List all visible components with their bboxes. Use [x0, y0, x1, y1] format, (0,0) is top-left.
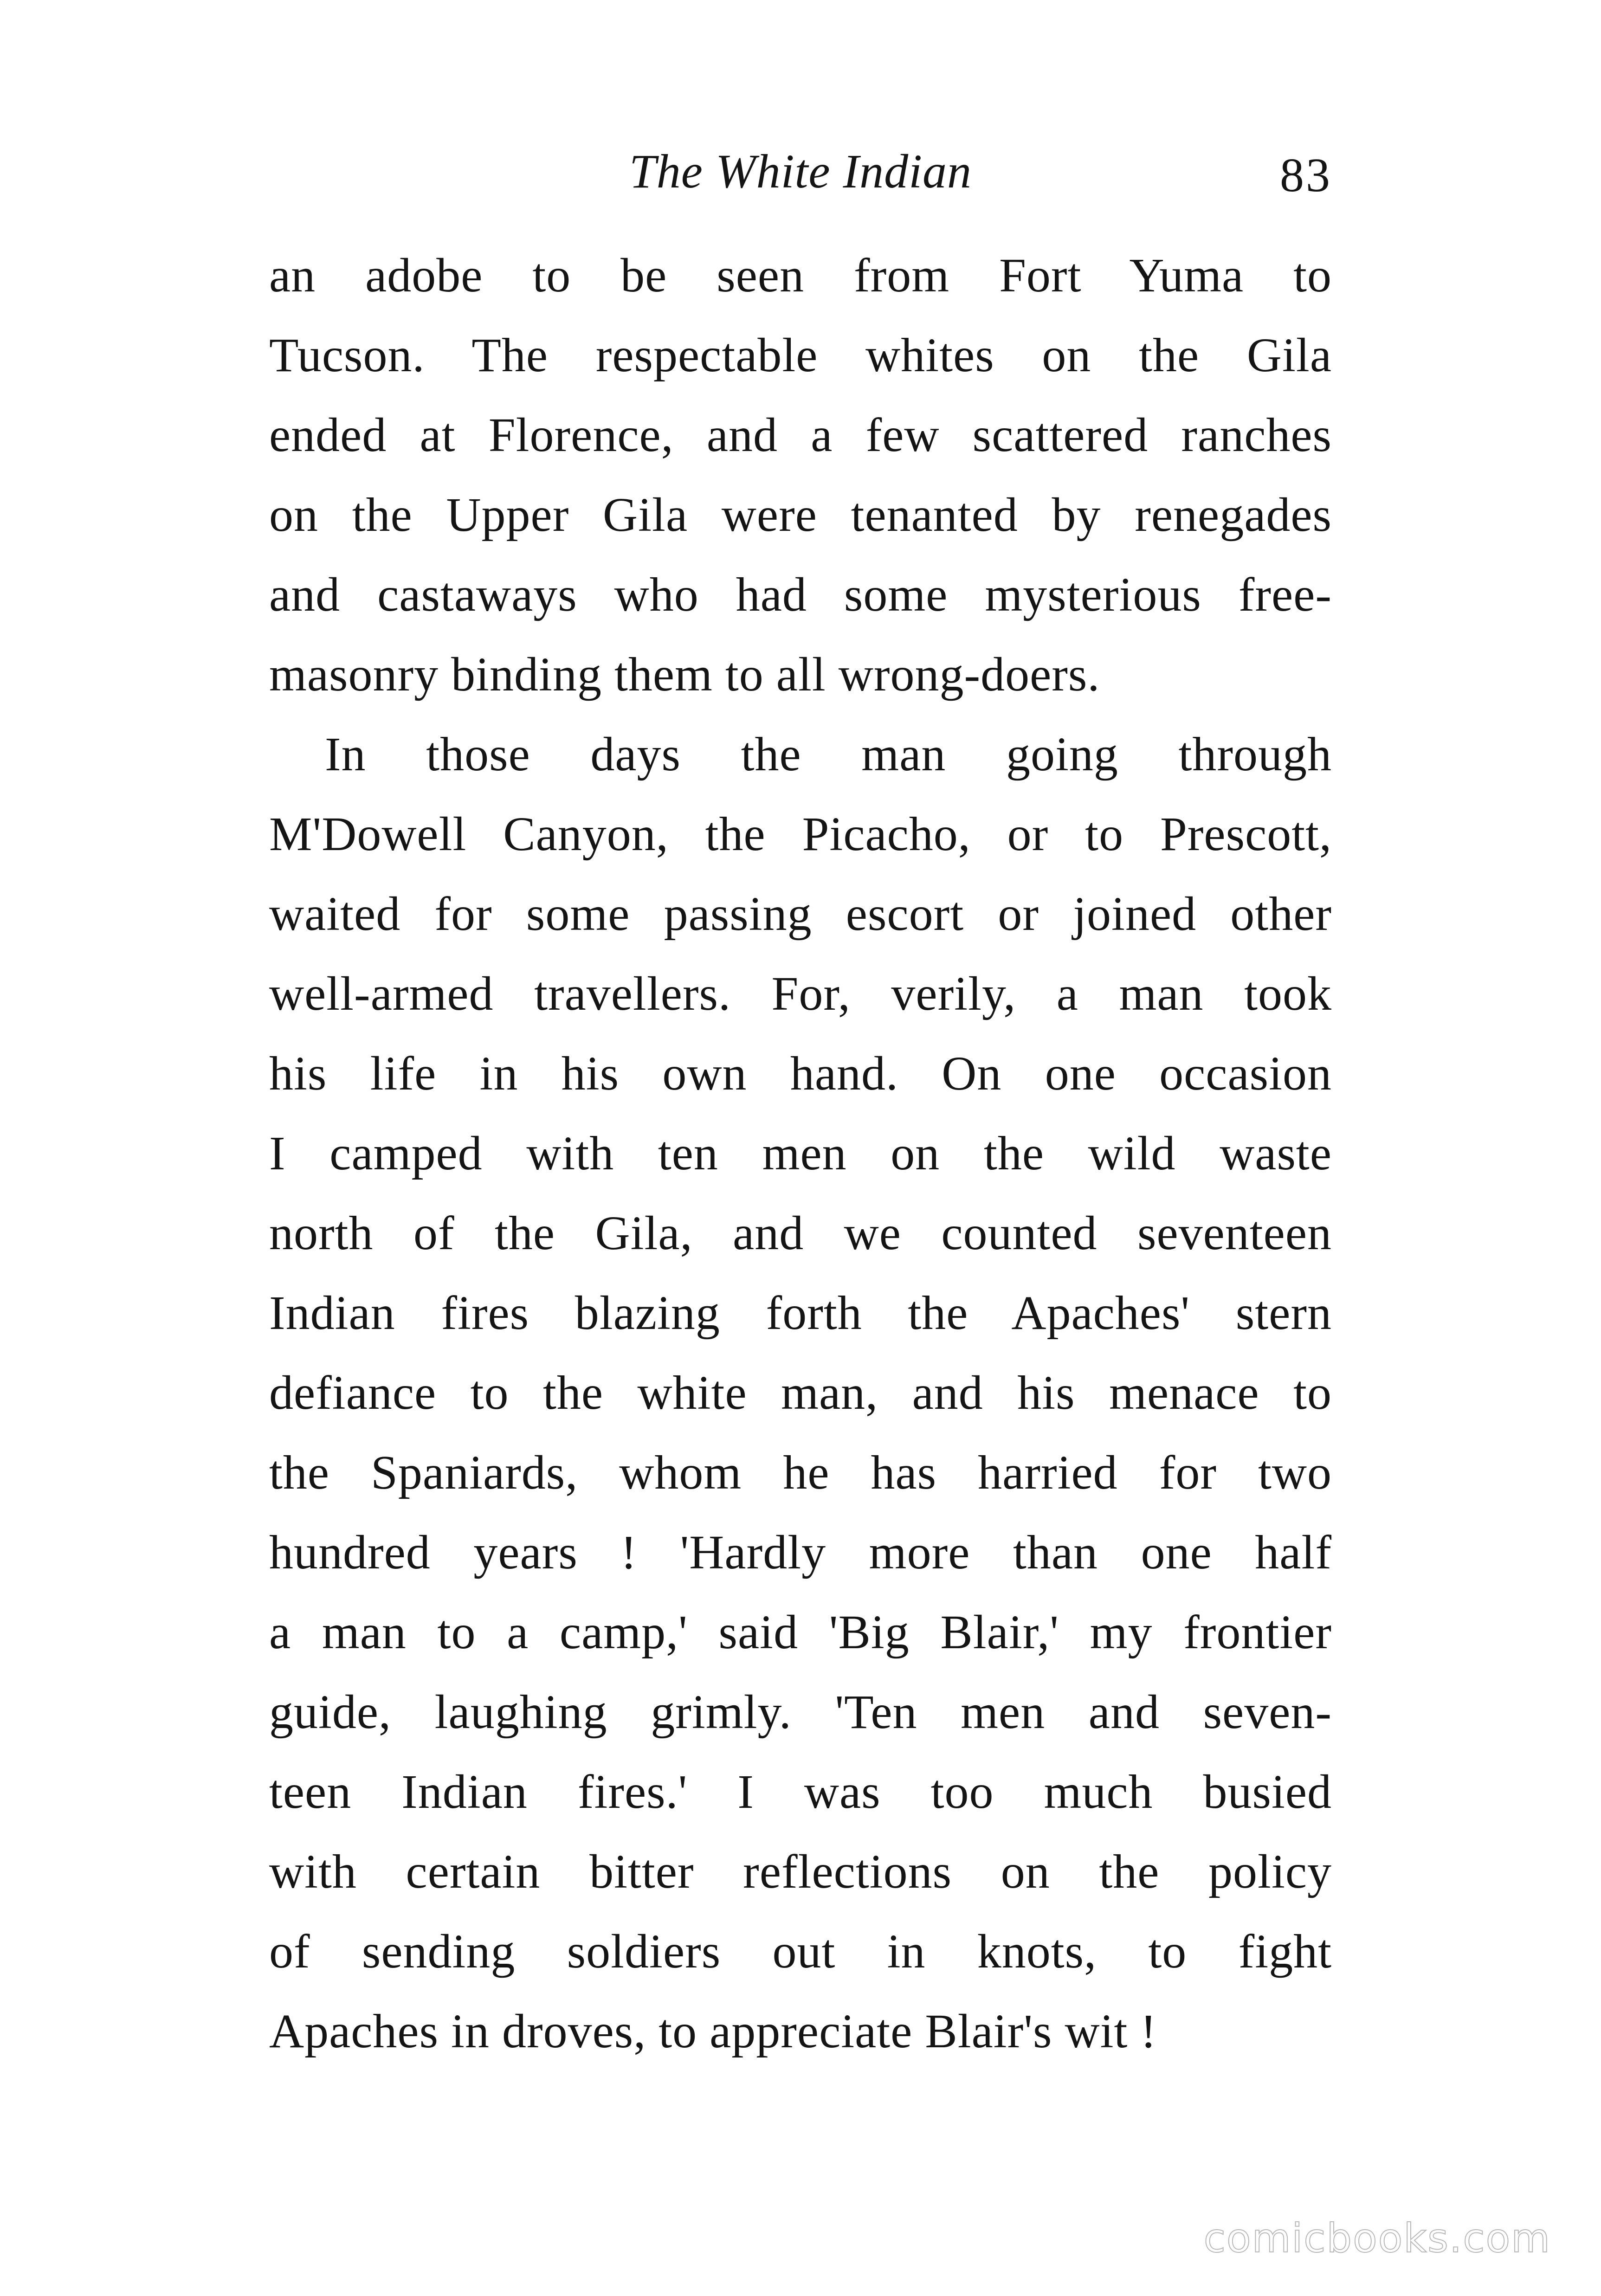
- text-line: the Spaniards, whom he has harried for two: [269, 1446, 1332, 1499]
- text-line: an adobe to be seen from Fort Yuma to: [269, 249, 1332, 302]
- text-line: Tucson. The respectable whites on the Gila: [269, 329, 1332, 382]
- text-line: north of the Gila, and we counted seventeen: [269, 1206, 1332, 1260]
- text-line: In those days the man going through: [325, 728, 1332, 781]
- paragraph-2: [269, 715, 1332, 2071]
- text-line: hundred years ! 'Hardly more than one half: [269, 1526, 1332, 1579]
- text-line: ended at Florence, and a few scattered ranches: [269, 408, 1332, 462]
- paragraph-1: [269, 236, 1332, 715]
- text-line: of sending soldiers out in knots, to fight: [269, 1925, 1332, 1978]
- running-title: The White Indian: [629, 145, 972, 198]
- text-line: well-armed travellers. For, verily, a man took: [269, 967, 1332, 1020]
- text-line: masonry binding them to all wrong-doers.: [269, 648, 1100, 701]
- body-text: [269, 236, 1332, 2071]
- text-line: I camped with ten men on the wild waste: [269, 1127, 1332, 1180]
- watermark-text: comicbooks.com: [1203, 2215, 1551, 2262]
- text-line: guide, laughing grimly. 'Ten men and seven-: [269, 1685, 1332, 1739]
- text-line: M'Dowell Canyon, the Picacho, or to Prescott,: [269, 807, 1332, 861]
- text-line: with certain bitter reflections on the policy: [269, 1845, 1332, 1898]
- page-number: 83: [1280, 148, 1332, 202]
- text-line: a man to a camp,' said 'Big Blair,' my frontier: [269, 1606, 1332, 1659]
- text-line: and castaways who had some mysterious free-: [269, 568, 1332, 621]
- text-line: Indian fires blazing forth the Apaches' stern: [269, 1286, 1332, 1340]
- text-line: Apaches in droves, to appreciate Blair's wit !: [269, 2005, 1157, 2058]
- running-head: [269, 135, 1332, 209]
- text-line: on the Upper Gila were tenanted by renegades: [269, 488, 1332, 542]
- text-line: waited for some passing escort or joined other: [269, 887, 1332, 941]
- text-line: his life in his own hand. On one occasion: [269, 1047, 1332, 1100]
- text-line: defiance to the white man, and his menace to: [269, 1366, 1332, 1419]
- text-line: teen Indian fires.' I was too much busied: [269, 1765, 1332, 1819]
